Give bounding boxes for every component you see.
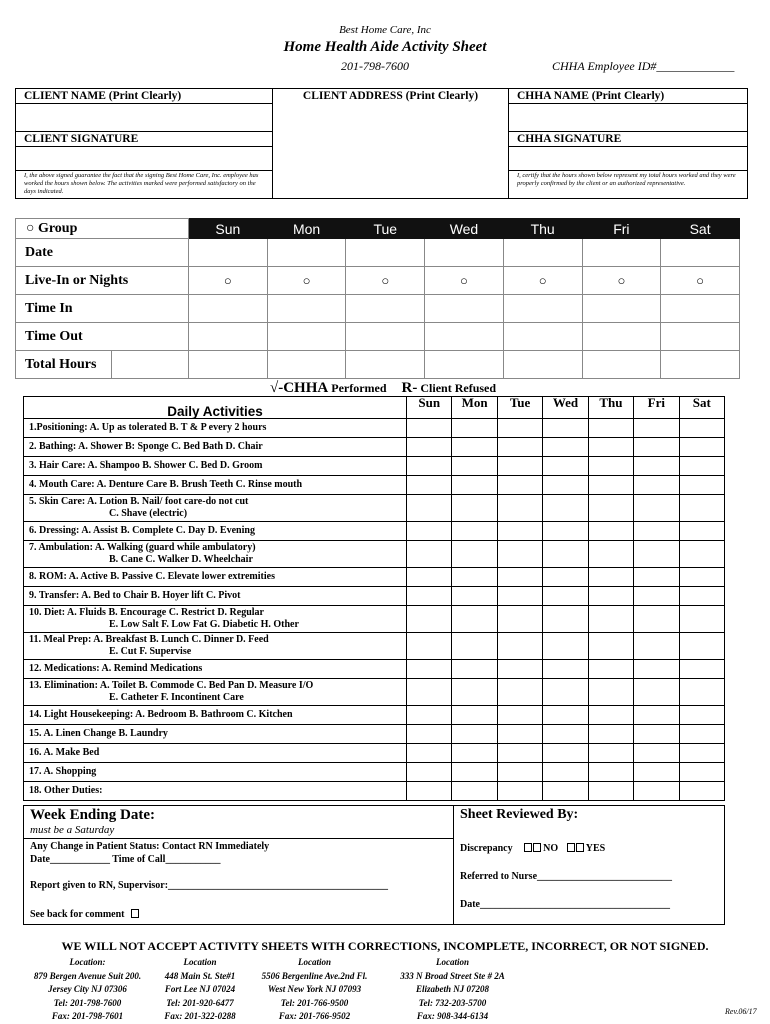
activity-day-cell[interactable] [634,679,679,706]
activity-row [24,606,725,633]
activity-day-cell[interactable] [452,763,497,782]
date-cell[interactable] [346,239,425,267]
weekly-schedule [15,218,740,379]
activity-line: 3. Hair Care: A. Shampoo B. Shower C. Bed D. Groom [29,460,263,471]
activity-day-cell[interactable] [588,495,633,522]
activity-day-cell[interactable] [497,522,542,541]
time-out-cell[interactable] [425,323,504,351]
activity-day-cell[interactable] [679,587,724,606]
client-signature-label: CLIENT SIGNATURE [16,132,273,147]
chha-signature-label: CHHA SIGNATURE [509,132,748,147]
activity-day-cell[interactable] [588,438,633,457]
activity-day-cell[interactable] [679,725,724,744]
discrepancy-options: Discrepancy NO YES [460,843,606,854]
status-change-line: Any Change in Patient Status: Contact RN Immediately [30,841,270,852]
no-checkbox-icon[interactable] [524,843,532,852]
activity-day-cell[interactable] [588,457,633,476]
time-in-cell[interactable] [582,295,661,323]
activity-day-cell[interactable] [497,633,542,660]
group-option[interactable]: ○ Group [16,219,189,239]
activity-day-cell[interactable] [452,606,497,633]
no-checkbox-icon[interactable] [533,843,541,852]
time-in-cell[interactable] [503,295,582,323]
live-in-radio[interactable]: ○ [346,267,425,295]
time-out-cell[interactable] [661,323,740,351]
activity-line: 1.Positioning: A. Up as tolerated B. T & P every 2 hours [29,422,267,433]
activity-line: 10. Diet: A. Fluids B. Encourage C. Restrict D. Regular [29,607,264,618]
activity-day-cell[interactable] [497,706,542,725]
activity-row [24,541,725,568]
activity-line: 5. Skin Care: A. Lotion B. Nail/ foot care-do not cut [29,496,249,507]
activity-day-cell[interactable] [407,706,452,725]
activity-row [24,706,725,725]
activity-day-cell[interactable] [407,679,452,706]
activity-line: 9. Transfer: A. Bed to Chair B. Hoyer lift C. Pivot [29,590,241,601]
activity-line: 6. Dressing: A. Assist B. Complete C. Day D. Evening [29,525,255,536]
client-name-label: CLIENT NAME (Print Clearly) [16,89,273,104]
date-cell[interactable] [267,239,346,267]
activity-label [24,568,407,587]
activity-label [24,495,407,522]
activity-day-cell[interactable] [679,457,724,476]
activity-day-cell[interactable] [634,782,679,801]
activity-day-cell[interactable] [588,725,633,744]
time-out-cell[interactable] [346,323,425,351]
activity-line: 4. Mouth Care: A. Denture Care B. Brush Teeth C. Rinse mouth [29,479,303,490]
activity-day-cell[interactable] [452,744,497,763]
total-hours-cell[interactable] [661,351,740,379]
activity-label [24,725,407,744]
activity-day-cell[interactable] [634,568,679,587]
activity-day-cell[interactable] [543,660,588,679]
activity-label [24,457,407,476]
activity-day-cell[interactable] [452,476,497,495]
location-4: Location 333 N Broad Street Ste # 2A Elizabeth NJ 07208 Tel: 732-203-5700 Fax: 908-344-6134 [400,957,505,1021]
activity-day-cell[interactable] [679,679,724,706]
activity-line: 8. ROM: A. Active B. Passive C. Elevate lower extremities [29,571,275,582]
activity-label [24,782,407,801]
activity-line: B. Cane C. Walker D. Wheelchair [109,554,253,565]
time-out-cell[interactable] [267,323,346,351]
activity-day-cell[interactable] [543,679,588,706]
activity-day-cell[interactable] [497,744,542,763]
activity-day-cell[interactable] [407,606,452,633]
client-chha-table [15,88,748,199]
client-name-field[interactable] [16,104,273,132]
activity-day-cell[interactable] [634,438,679,457]
activity-day-cell[interactable] [543,522,588,541]
date-row-label: Date [16,239,189,267]
company-phone: 201-798-7600 [341,59,409,73]
activity-label [24,522,407,541]
activity-day-cell[interactable] [497,438,542,457]
activity-day-cell[interactable] [634,744,679,763]
activity-day-cell[interactable] [543,541,588,568]
activity-day-cell[interactable] [634,522,679,541]
activity-line: 11. Meal Prep: A. Breakfast B. Lunch C. Dinner D. Feed [29,634,269,645]
time-out-cell[interactable] [582,323,661,351]
activity-day-cell[interactable] [452,438,497,457]
activity-day-cell[interactable] [634,763,679,782]
activity-line: 17. A. Shopping [29,766,97,777]
activity-day-cell[interactable] [634,725,679,744]
activity-day-cell[interactable] [543,438,588,457]
time-in-cell[interactable] [661,295,740,323]
activity-day-cell[interactable] [452,782,497,801]
activity-day-cell[interactable] [543,725,588,744]
legend-r: R- [401,380,418,396]
saturday-note: must be a Saturday [30,824,115,836]
total-hours-row-label: Total Hours [16,351,189,379]
activity-day-cell[interactable] [407,541,452,568]
total-hours-cell[interactable] [189,351,268,379]
activity-day-cell[interactable] [679,495,724,522]
activity-label [24,476,407,495]
location-3: Location 5506 Bergenline Ave.2nd Fl. West New York NJ 07093 Tel: 201-766-9500 Fax: 201-766-9502 [261,957,368,1021]
day-header: Fri [582,219,661,239]
activity-line: 15. A. Linen Change B. Laundry [29,728,168,739]
total-hours-cell[interactable] [267,351,346,379]
employee-id-field[interactable]: CHHA Employee ID#_____________ [552,59,735,73]
activity-day-cell[interactable] [588,587,633,606]
live-in-radio[interactable]: ○ [661,267,740,295]
activity-day-cell[interactable] [543,706,588,725]
date-time-of-call-field[interactable]: Date____________ Time of Call___________ [30,854,221,865]
activity-line: 16. A. Make Bed [29,747,100,758]
activity-day-cell[interactable] [634,660,679,679]
activity-day-cell[interactable] [679,541,724,568]
review-section [23,805,725,925]
activity-label [24,587,407,606]
activity-day-cell[interactable] [452,633,497,660]
activity-day-cell[interactable] [407,782,452,801]
daily-day-header: Sun [407,397,452,419]
activity-day-cell[interactable] [543,457,588,476]
activity-line: E. Low Salt F. Low Fat G. Diabetic H. Other [109,619,299,630]
activity-day-cell[interactable] [634,706,679,725]
day-header: Sat [661,219,740,239]
client-signature-field[interactable] [16,147,273,171]
activity-day-cell[interactable] [452,419,497,438]
activity-line: 13. Elimination: A. Toilet B. Commode C. Bed Pan D. Measure I/O [29,680,314,691]
activity-day-cell[interactable] [407,744,452,763]
activity-label [24,541,407,568]
activity-day-cell[interactable] [543,476,588,495]
activity-day-cell[interactable] [407,725,452,744]
day-header: Tue [346,219,425,239]
page-title: Home Health Aide Activity Sheet [283,39,487,55]
activity-row [24,419,725,438]
activity-day-cell[interactable] [679,568,724,587]
date-cell[interactable] [661,239,740,267]
activity-day-cell[interactable] [543,495,588,522]
activity-day-cell[interactable] [452,457,497,476]
activity-day-cell[interactable] [407,660,452,679]
activity-line: 12. Medications: A. Remind Medications [29,663,203,674]
activity-row [24,587,725,606]
activity-line: 18. Other Duties: [29,785,103,796]
activity-day-cell[interactable] [407,587,452,606]
location-2: Location 448 Main St. Ste#1 Fort Lee NJ 07024 Tel: 201-920-6477 Fax: 201-322-0288 [164,957,236,1021]
daily-day-header: Tue [497,397,542,419]
week-ending-label[interactable]: Week Ending Date: [30,807,156,823]
status-change-note [30,840,269,866]
activity-day-cell[interactable] [634,541,679,568]
activity-label [24,660,407,679]
activity-day-cell[interactable] [588,419,633,438]
activity-day-cell[interactable] [634,606,679,633]
activity-day-cell[interactable] [588,660,633,679]
live-in-radio[interactable]: ○ [189,267,268,295]
activity-day-cell[interactable] [543,763,588,782]
activity-label [24,606,407,633]
activity-day-cell[interactable] [407,438,452,457]
chha-signature-field[interactable] [509,147,748,171]
activity-day-cell[interactable] [497,419,542,438]
activity-day-cell[interactable] [543,633,588,660]
location-1: Location: 879 Bergen Avenue Suit 200. Jersey City NJ 07306 Tel: 201-798-7600 Fax: 201-798-7601 [33,957,142,1021]
report-to-rn-field[interactable]: Report given to RN, Supervisor:____________________________________________ [30,880,389,891]
activity-day-cell[interactable] [497,457,542,476]
client-address-label[interactable]: CLIENT ADDRESS (Print Clearly) [273,89,509,199]
activity-day-cell[interactable] [543,419,588,438]
time-in-cell[interactable] [189,295,268,323]
legend-check: √-CHHA [270,380,329,396]
date-cell[interactable] [503,239,582,267]
activity-day-cell[interactable] [679,476,724,495]
activity-day-cell[interactable] [407,568,452,587]
day-header: Wed [425,219,504,239]
submission-warning: WE WILL NOT ACCEPT ACTIVITY SHEETS WITH CORRECTIONS, INCOMPLETE, INCORRECT, OR NOT SIGNED. [61,939,709,953]
chha-name-label: CHHA NAME (Print Clearly) [509,89,748,104]
activity-day-cell[interactable] [588,782,633,801]
legend-performed: Performed [331,381,387,395]
activity-day-cell[interactable] [634,495,679,522]
day-header: Thu [503,219,582,239]
activity-row [24,476,725,495]
checkbox-icon[interactable] [131,909,139,918]
activity-label [24,438,407,457]
activity-day-cell[interactable] [679,706,724,725]
live-in-row-label: Live-In or Nights [16,267,189,295]
activity-day-cell[interactable] [588,706,633,725]
total-hours-cell[interactable] [582,351,661,379]
referred-to-nurse-field[interactable]: Referred to Nurse___________________________ [460,871,673,882]
daily-activities-header: Daily Activities [24,397,407,419]
activity-day-cell[interactable] [679,606,724,633]
sheet-reviewed-label: Sheet Reviewed By: [460,807,579,822]
activity-day-cell[interactable] [543,782,588,801]
activity-day-cell[interactable] [452,660,497,679]
activity-day-cell[interactable] [452,568,497,587]
time-in-cell[interactable] [267,295,346,323]
review-date-field[interactable]: Date______________________________________ [460,899,670,910]
date-cell[interactable] [582,239,661,267]
activity-day-cell[interactable] [497,763,542,782]
activity-day-cell[interactable] [634,476,679,495]
time-in-cell[interactable] [425,295,504,323]
activity-day-cell[interactable] [634,587,679,606]
activity-line: 14. Light Housekeeping: A. Bedroom B. Bathroom C. Kitchen [29,709,293,720]
activity-day-cell[interactable] [679,419,724,438]
live-in-radio[interactable]: ○ [582,267,661,295]
activity-day-cell[interactable] [497,568,542,587]
activity-day-cell[interactable] [679,522,724,541]
activity-row [24,495,725,522]
activity-day-cell[interactable] [407,457,452,476]
activity-day-cell[interactable] [543,744,588,763]
activity-row [24,679,725,706]
activity-line: E. Catheter F. Incontinent Care [109,692,244,703]
activity-day-cell[interactable] [452,522,497,541]
activity-day-cell[interactable] [407,419,452,438]
activity-label [24,633,407,660]
activity-day-cell[interactable] [452,725,497,744]
activity-day-cell[interactable] [497,679,542,706]
activity-row [24,725,725,744]
daily-day-header: Wed [543,397,588,419]
activity-day-cell[interactable] [679,633,724,660]
activity-day-cell[interactable] [407,763,452,782]
chha-name-field[interactable] [509,104,748,132]
day-header: Sun [189,219,268,239]
activity-day-cell[interactable] [588,679,633,706]
activity-label [24,763,407,782]
date-cell[interactable] [189,239,268,267]
activity-label [24,419,407,438]
activity-day-cell[interactable] [679,763,724,782]
activity-day-cell[interactable] [452,706,497,725]
activity-day-cell[interactable] [407,633,452,660]
activity-day-cell[interactable] [497,587,542,606]
activity-day-cell[interactable] [407,476,452,495]
activity-row [24,438,725,457]
activity-row [24,568,725,587]
activity-line: 7. Ambulation: A. Walking (guard while ambulatory) [29,542,256,553]
activity-day-cell[interactable] [497,606,542,633]
daily-day-header: Mon [452,397,497,419]
activity-day-cell[interactable] [543,587,588,606]
activity-day-cell[interactable] [679,782,724,801]
see-back-checkbox[interactable]: See back for comment [30,909,139,920]
activity-day-cell[interactable] [588,606,633,633]
total-hours-cell[interactable] [425,351,504,379]
chha-attestation: I, certify that the hours shown below represent my total hours worked and they were properly confirmed by the client or an authorized representative. [509,171,748,199]
activity-line: 2. Bathing: A. Shower B: Sponge C. Bed Bath D. Chair [29,441,263,452]
revision-number: Rev.06/17 [725,1007,757,1016]
activity-label [24,679,407,706]
activity-day-cell[interactable] [588,541,633,568]
activity-day-cell[interactable] [679,660,724,679]
activity-line: C. Shave (electric) [109,508,188,519]
date-cell[interactable] [425,239,504,267]
yes-label: YES [585,843,606,854]
total-hours-cell[interactable] [503,351,582,379]
activity-day-cell[interactable] [588,522,633,541]
daily-day-header: Thu [588,397,633,419]
activity-day-cell[interactable] [588,633,633,660]
activity-row [24,522,725,541]
activity-day-cell[interactable] [497,725,542,744]
activity-day-cell[interactable] [634,419,679,438]
activity-day-cell[interactable] [634,457,679,476]
time-out-cell[interactable] [189,323,268,351]
yes-checkbox-icon[interactable] [576,843,584,852]
activity-day-cell[interactable] [407,495,452,522]
activity-day-cell[interactable] [588,568,633,587]
total-hours-cell[interactable] [346,351,425,379]
activity-day-cell[interactable] [634,633,679,660]
client-attestation: I, the above signed guarantee the fact that the signing Best Home Care, Inc. employee has worked the hours shown below. The activities marked were performed satisfactory on the days indicated. [16,171,273,199]
no-label: NO [543,843,559,854]
activity-row [24,763,725,782]
activity-day-cell[interactable] [543,568,588,587]
daily-day-header: Fri [634,397,679,419]
activity-day-cell[interactable] [679,438,724,457]
company-name: Best Home Care, Inc [339,24,431,36]
time-out-cell[interactable] [503,323,582,351]
activity-day-cell[interactable] [407,522,452,541]
activity-label [24,706,407,725]
time-out-row-label: Time Out [16,323,189,351]
activity-label [24,744,407,763]
activity-day-cell[interactable] [452,679,497,706]
activity-row [24,660,725,679]
activity-day-cell[interactable] [588,744,633,763]
activity-day-cell[interactable] [497,541,542,568]
activity-row [24,782,725,801]
activity-row [24,744,725,763]
activity-day-cell[interactable] [497,495,542,522]
time-in-row-label: Time In [16,295,189,323]
activity-row [24,633,725,660]
activity-day-cell[interactable] [452,541,497,568]
activity-day-cell[interactable] [543,606,588,633]
activity-day-cell[interactable] [452,495,497,522]
activity-day-cell[interactable] [497,660,542,679]
daily-activities-table [23,396,725,801]
daily-day-header: Sat [679,397,724,419]
activity-day-cell[interactable] [679,744,724,763]
live-in-radio[interactable]: ○ [503,267,582,295]
activity-day-cell[interactable] [497,476,542,495]
activity-day-cell[interactable] [497,782,542,801]
yes-checkbox-icon[interactable] [567,843,575,852]
live-in-radio[interactable]: ○ [425,267,504,295]
activity-row [24,457,725,476]
activity-day-cell[interactable] [452,587,497,606]
time-in-cell[interactable] [346,295,425,323]
legend-refused: Client Refused [420,381,497,395]
live-in-radio[interactable]: ○ [267,267,346,295]
day-header: Mon [267,219,346,239]
activity-line: E. Cut F. Supervise [109,646,192,657]
activity-day-cell[interactable] [588,763,633,782]
activity-day-cell[interactable] [588,476,633,495]
